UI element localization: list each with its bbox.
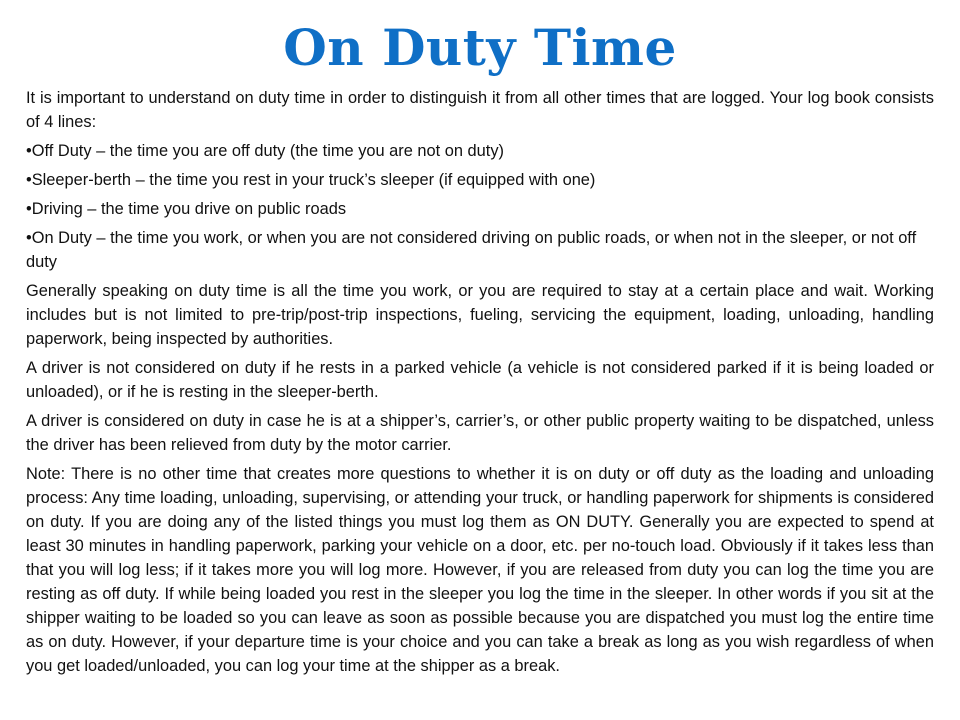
body-text	[26, 86, 934, 683]
paragraph-note: Note: There is no other time that creates more questions to whether it is on duty or off duty as the loading and unloading process: Any time loading, unloading, supervising, or attending your truck, or handling paperwork for shipments is considered on duty. If you are doing any of the listed things you must log them as ON DUTY. Generally you are expected to spend at least 30 minutes in handling paperwork, parking your vehicle on a door, etc. per no-touch load. Obviously if it takes less than that you will log less; if it takes more you will log more. However, if you are released from duty you can log the time you are resting as off duty. If while being loaded you rest in the sleeper you log the time in the sleeper. In other words if you sit at the shipper waiting to be loaded so you can leave as soon as possible because you are dispatched you must log the entire time as on duty. However, if your departure time is your choice and you can take a break as long as you wish regardless of when you get loaded/unloaded, you can log your time at the shipper as a break.	[26, 465, 934, 675]
paragraph-waiting-dispatch: A driver is considered on duty in case he is at a shipper’s, carrier’s, or other public property waiting to be dispatched, unless the driver has been relieved from duty by the motor carrier.	[26, 412, 934, 454]
bullet-off-duty: •Off Duty – the time you are off duty (the time you are not on duty)	[26, 142, 504, 160]
intro-paragraph: It is important to understand on duty time in order to distinguish it from all other times that are logged. Your log book consists of 4 lines:	[26, 89, 934, 131]
page-title: On Duty Time	[283, 18, 677, 77]
bullet-sleeper-berth: •Sleeper-berth – the time you rest in your truck’s sleeper (if equipped with one)	[26, 171, 596, 189]
bullet-driving: •Driving – the time you drive on public roads	[26, 200, 347, 218]
paragraph-general: Generally speaking on duty time is all the time you work, or you are required to stay at a certain place and wait. Working includes but is not limited to pre-trip/post-trip inspections, fueling, servicing the equipment, loading, unloading, handling paperwork, being inspected by authorities.	[26, 282, 934, 348]
bullet-on-duty: •On Duty – the time you work, or when you are not considered driving on public roads, or when not in the sleeper, or not off duty	[26, 229, 917, 271]
paragraph-not-on-duty: A driver is not considered on duty if he rests in a parked vehicle (a vehicle is not considered parked if it is being loaded or unloaded), or if he is resting in the sleeper-berth.	[26, 359, 934, 401]
